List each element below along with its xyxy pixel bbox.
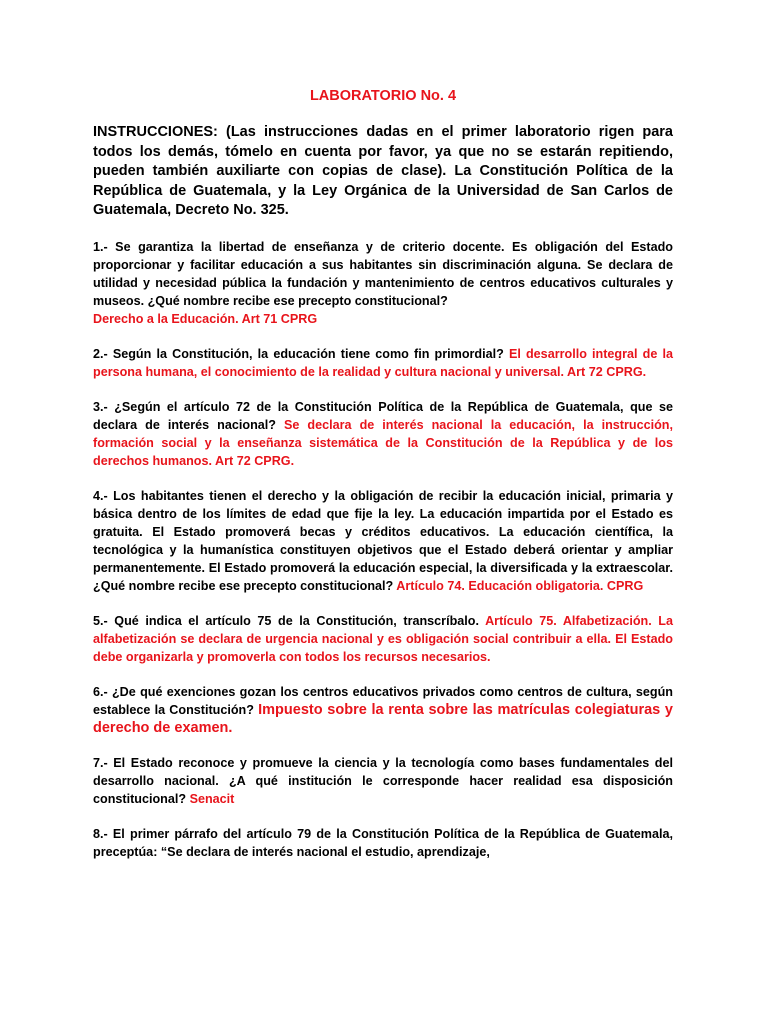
answer-text: Artículo 74. Educación obligatoria. CPRG <box>396 578 644 593</box>
question-2 <box>93 345 673 381</box>
answer-text: Se declara de interés nacional la educación, la instrucción, formación social y la enseñanza sistemática de la Constitución de la República y de los derechos humanos. Art 72 CPRG. <box>93 417 673 468</box>
question-text: 7.- El Estado reconoce y promueve la ciencia y la tecnología como bases fundamentales del desarrollo nacional. ¿A qué institución le corresponde hacer realidad esa disposición constitucional? <box>93 755 673 806</box>
instructions-paragraph: INSTRUCCIONES: (Las instrucciones dadas en el primer laboratorio rigen para todos los demás, tómelo en cuenta por favor, ya que no se estarán repitiendo, pueden también auxiliarte con copias de clase). La Constitución Política de la República de Guatemala, y la Ley Orgánica de la Universidad de San Carlos de Guatemala, Decreto No. 325. <box>93 124 673 219</box>
question-text: 3.- ¿Según el artículo 72 de la Constitución Política de la República de Guatemala, que se declara de interés nacional? <box>93 399 673 432</box>
question-text: 6.- ¿De qué exenciones gozan los centros educativos privados como centros de cultura, según establece la Constitución? <box>93 684 673 717</box>
question-7 <box>93 754 673 808</box>
question-4 <box>93 487 673 595</box>
question-6 <box>93 683 673 737</box>
question-text: 2.- Según la Constitución, la educación tiene como fin primordial? <box>93 346 504 361</box>
document-page <box>93 86 673 861</box>
answer-text: Derecho a la Educación. Art 71 CPRG <box>93 311 318 326</box>
question-5 <box>93 612 673 666</box>
answer-text: Senacit <box>189 791 235 806</box>
answer-text: El desarrollo integral de la persona humana, el conocimiento de la realidad y cultura nacional y universal. Art 72 CPRG. <box>93 346 673 379</box>
answer-text: Artículo 75. Alfabetización. La alfabetización se declara de urgencia nacional y es obligación social contribuir a ella. El Estado debe organizarla y promoverla con todos los recursos necesarios. <box>93 613 673 664</box>
question-text: 5.- Qué indica el artículo 75 de la Constitución, transcríbalo. <box>93 613 479 628</box>
question-8 <box>93 825 673 861</box>
document-title: LABORATORIO No. 4 <box>309 88 457 104</box>
answer-text: Impuesto sobre la renta sobre las matrículas colegiaturas y derecho de examen. <box>93 701 673 736</box>
question-3 <box>93 398 673 470</box>
question-text: 4.- Los habitantes tienen el derecho y la obligación de recibir la educación inicial, primaria y básica dentro de los límites de edad que fije la ley. La educación impartida por el Estado es gratuita. El Estado promoverá becas y créditos educativos. La educación científica, la tecnológica y la humanística constituyen objetivos que el Estado deberá orientar y ampliar permanentemente. El Estado promoverá la educación especial, la diversificada y la extraescolar. ¿Qué nombre recibe ese precepto constitucional? <box>93 488 673 593</box>
question-text: 1.- Se garantiza la libertad de enseñanza y de criterio docente. Es obligación del Estado proporcionar y facilitar educación a sus habitantes sin discriminación alguna. Se declara de utilidad y necesidad pública la fundación y mantenimiento de centros educativos culturales y museos. ¿Qué nombre recibe ese precepto constitucional? <box>93 239 673 308</box>
question-text: 8.- El primer párrafo del artículo 79 de la Constitución Política de la República de Guatemala, preceptúa: “Se declara de interés nacional el estudio, aprendizaje, <box>93 826 673 859</box>
question-1 <box>93 238 673 328</box>
